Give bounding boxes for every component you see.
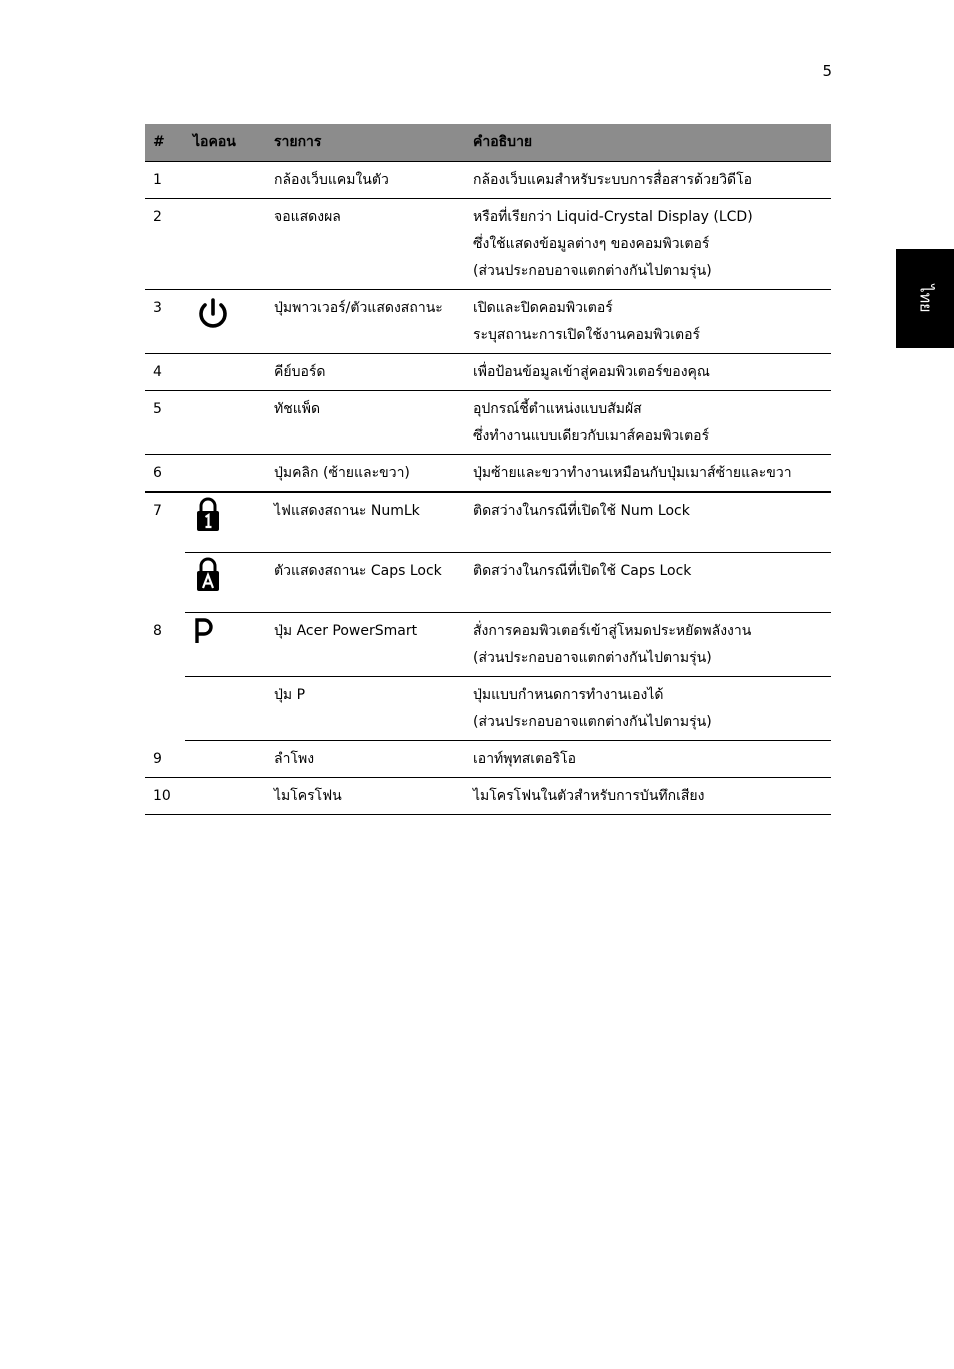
page-number: 5: [822, 62, 832, 80]
row-number: 5: [145, 391, 185, 455]
table-row: [145, 553, 831, 613]
table-row: [145, 455, 831, 493]
table-row: [145, 290, 831, 354]
description-line: อุปกรณ์ชี้ตำแหน่งแบบสัมผัส: [473, 401, 642, 417]
description-line: ติดสว่างในกรณีที่เปิดใช้ Num Lock: [473, 503, 690, 519]
row-number: 6: [145, 455, 185, 493]
description-line: ซึ่งใช้แสดงข้อมูลต่างๆ ของคอมพิวเตอร์: [473, 236, 710, 252]
row-icon-cell: [185, 492, 266, 553]
description-line: (ส่วนประกอบอาจแตกต่างกันไปตามรุ่น): [473, 263, 712, 279]
description-line: ปุ่มซ้ายและขวาทำงานเหมือนกับปุ่มเมาส์ซ้ายและขวา: [473, 465, 792, 481]
table-header-row: [145, 124, 831, 162]
row-icon-cell: [185, 553, 266, 613]
description-line: (ส่วนประกอบอาจแตกต่างกันไปตามรุ่น): [473, 714, 712, 730]
row-icon-cell: [185, 199, 266, 290]
description-line: ติดสว่างในกรณีที่เปิดใช้ Caps Lock: [473, 563, 692, 579]
description-line: ไมโครโฟนในตัวสำหรับการบันทึกเสียง: [473, 788, 705, 804]
description-line: (ส่วนประกอบอาจแตกต่างกันไปตามรุ่น): [473, 650, 712, 666]
row-description: [465, 553, 831, 613]
row-description: [465, 741, 831, 778]
row-item: ทัชแพ็ด: [266, 391, 465, 455]
row-icon-cell: [185, 455, 266, 493]
row-item: ไมโครโฟน: [266, 778, 465, 815]
row-item: กล้องเว็บแคมในตัว: [266, 162, 465, 199]
header-number: #: [145, 124, 185, 162]
row-description: [465, 391, 831, 455]
row-item: ตัวแสดงสถานะ Caps Lock: [266, 553, 465, 613]
row-description: [465, 199, 831, 290]
table-row: [145, 354, 831, 391]
capslock-icon: [193, 557, 223, 593]
row-icon-cell: [185, 354, 266, 391]
row-icon-cell: [185, 778, 266, 815]
row-description: [465, 778, 831, 815]
row-number: 2: [145, 199, 185, 290]
table-row: [145, 199, 831, 290]
description-line: เพื่อป้อนข้อมูลเข้าสู่คอมพิวเตอร์ของคุณ: [473, 364, 710, 380]
row-description: [465, 492, 831, 553]
power-icon: [193, 294, 233, 334]
row-description: [465, 290, 831, 354]
row-item: คีย์บอร์ด: [266, 354, 465, 391]
row-description: [465, 354, 831, 391]
table-row: [145, 741, 831, 778]
row-description: [465, 455, 831, 493]
description-line: สั่งการคอมพิวเตอร์เข้าสู่โหมดประหยัดพลังงาน: [473, 623, 752, 639]
powersmart-icon: [193, 617, 215, 645]
row-icon-cell: [185, 391, 266, 455]
row-icon-cell: [185, 677, 266, 741]
row-item: ไฟแสดงสถานะ NumLk: [266, 492, 465, 553]
header-description: คำอธิบาย: [465, 124, 831, 162]
description-line: ซึ่งทำงานแบบเดียวกับเมาส์คอมพิวเตอร์: [473, 428, 710, 444]
description-line: เอาท์พุทสเตอริโอ: [473, 751, 577, 767]
table-row: [145, 162, 831, 199]
language-label: ไทย: [916, 284, 936, 313]
row-item: ปุ่มคลิก (ซ้ายและขวา): [266, 455, 465, 493]
row-number: 8: [153, 622, 162, 639]
row-description: [465, 162, 831, 199]
language-side-tab: [896, 249, 954, 348]
row-item: ปุ่ม P: [266, 677, 465, 741]
row-icon-cell: [185, 162, 266, 199]
description-line: ปุ่มแบบกำหนดการทำงานเองได้: [473, 687, 664, 703]
table-row: [145, 492, 831, 553]
row-icon-cell: [185, 741, 266, 778]
component-table: [145, 124, 831, 815]
row-number: 4: [145, 354, 185, 391]
header-item: รายการ: [266, 124, 465, 162]
header-icon: ไอคอน: [185, 124, 266, 162]
row-item: ลำโพง: [266, 741, 465, 778]
description-line: ระบุสถานะการเปิดใช้งานคอมพิวเตอร์: [473, 327, 701, 343]
row-number: 10: [145, 778, 185, 815]
description-line: กล้องเว็บแคมสำหรับระบบการสื่อสารด้วยวิดีโอ: [473, 172, 753, 188]
description-line: หรือที่เรียกว่า Liquid-Crystal Display (LCD): [473, 209, 753, 225]
row-description: [465, 613, 831, 677]
row-icon-cell: [185, 290, 266, 354]
description-line: เปิดและปิดคอมพิวเตอร์: [473, 300, 613, 316]
row-number: 1: [145, 162, 185, 199]
table-row: [145, 778, 831, 815]
row-number: 3: [145, 290, 185, 354]
row-number: 7: [153, 503, 162, 519]
table-row: [145, 677, 831, 741]
row-item: ปุ่มพาวเวอร์/ตัวแสดงสถานะ: [266, 290, 465, 354]
row-icon-cell: [185, 613, 266, 677]
table-row: [145, 391, 831, 455]
row-item: ปุ่ม Acer PowerSmart: [266, 613, 465, 677]
row-description: [465, 677, 831, 741]
row-item: จอแสดงผล: [266, 199, 465, 290]
row-number: 9: [145, 741, 185, 778]
numlock-icon: [193, 497, 223, 533]
table-row: [145, 613, 831, 677]
